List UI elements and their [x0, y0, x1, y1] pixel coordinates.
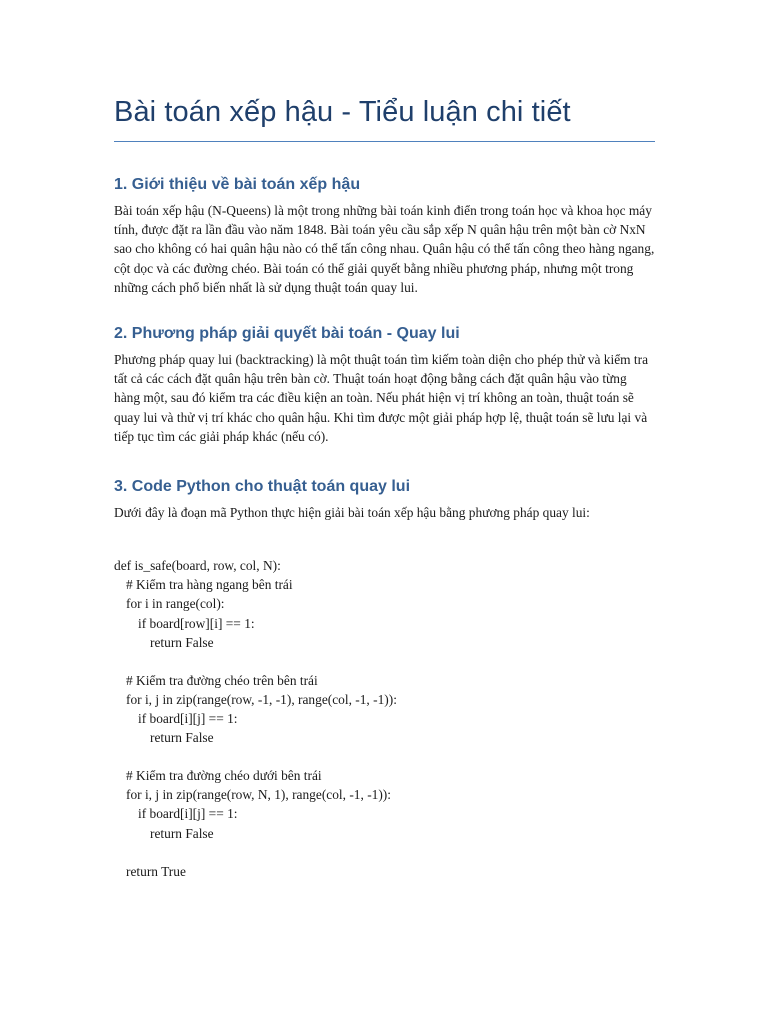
- document-body: [114, 92, 655, 881]
- section-paragraph-backtracking: Phương pháp quay lui (backtracking) là một thuật toán tìm kiếm toàn diện cho phép thử và kiểm tra tất cả các cách đặt quân hậu trên bàn cờ. Thuật toán hoạt động bằng cách đặt quân hậu vào từng hàng một, sau đó kiểm tra các điều kiện an toàn. Nếu phát hiện vị trí không an toàn, thuật toán sẽ quay lui và thử vị trí khác cho quân hậu. Khi tìm được một giải pháp hợp lệ, thuật toán sẽ lưu lại và tiếp tục tìm các giải pháp khác (nếu có).: [114, 352, 649, 444]
- code-line: if board[row][i] == 1:: [138, 615, 255, 631]
- code-line: return False: [150, 634, 214, 650]
- code-line: if board[i][j] == 1:: [138, 710, 238, 726]
- section-paragraph-introduction: Bài toán xếp hậu (N-Queens) là một trong những bài toán kinh điển trong toán học và khoa học máy tính, được đặt ra lần đầu vào năm 1848. Bài toán yêu cầu sắp xếp N quân hậu trên một bàn cờ NxN sao cho không có hai quân hậu nào có thể tấn công nhau. Quân hậu có thể tấn công theo hàng ngang, cột dọc và các đường chéo. Bài toán có thể giải quyết bằng nhiều phương pháp, nhưng một trong những cách phổ biến nhất là sử dụng thuật toán quay lui.: [114, 203, 655, 295]
- code-line: return False: [150, 825, 214, 841]
- section-heading-introduction: 1. Giới thiệu về bài toán xếp hậu: [114, 176, 361, 193]
- section-heading-python-code: 3. Code Python cho thuật toán quay lui: [114, 478, 411, 496]
- code-line: def is_safe(board, row, col, N):: [114, 558, 281, 574]
- code-line-blank: [114, 652, 655, 671]
- section-paragraph-python-code: Dưới đây là đoạn mã Python thực hiện giải bài toán xếp hậu bằng phương pháp quay lui:: [114, 505, 590, 521]
- code-line: return False: [150, 730, 214, 746]
- code-line: for i, j in zip(range(row, N, 1), range(col, -1, -1)):: [126, 787, 391, 803]
- code-block: [114, 556, 655, 881]
- section-heading-backtracking: 2. Phương pháp giải quyết bài toán - Quay lui: [114, 325, 460, 343]
- code-line-blank: [114, 843, 655, 862]
- code-line: if board[i][j] == 1:: [138, 806, 238, 822]
- code-line: for i in range(col):: [126, 596, 225, 612]
- code-line-blank: [114, 747, 655, 766]
- code-line: # Kiểm tra hàng ngang bên trái: [126, 577, 293, 593]
- code-line: for i, j in zip(range(row, -1, -1), range(col, -1, -1)):: [126, 691, 397, 707]
- code-line: # Kiểm tra đường chéo dưới bên trái: [126, 768, 322, 784]
- code-line: return True: [126, 863, 186, 879]
- code-line: # Kiểm tra đường chéo trên bên trái: [126, 672, 318, 688]
- document-title: Bài toán xếp hậu - Tiểu luận chi tiết: [114, 92, 655, 142]
